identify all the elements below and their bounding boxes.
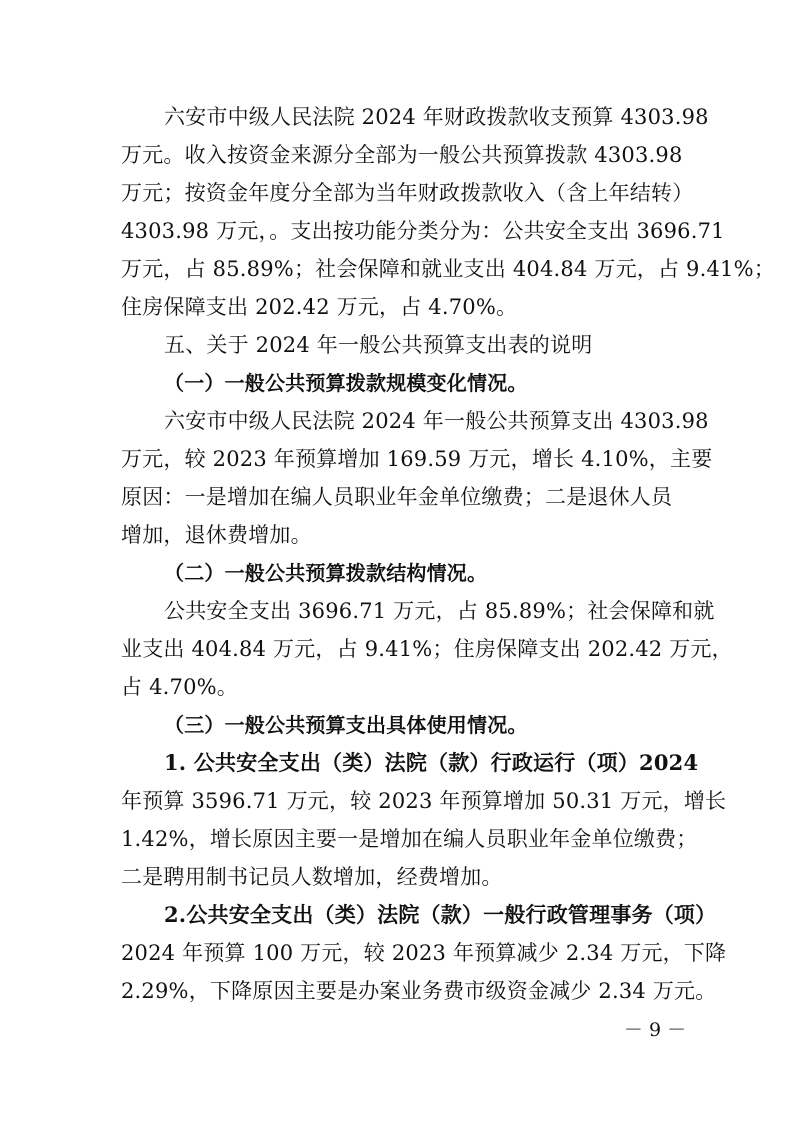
paragraph-line-10: 增加，退休费增加。 xyxy=(121,523,312,547)
paragraph-line-13: 占 4.70%。 xyxy=(121,675,238,699)
subsection-heading-2: （二）一般公共预算拨款结构情况。 xyxy=(164,561,488,585)
expenditure-item-1-heading: 1. 公共安全支出（类）法院（款）行政运行（项）2024 xyxy=(164,750,699,775)
subsection-heading-3: （三）一般公共预算支出具体使用情况。 xyxy=(164,713,528,737)
paragraph-line-6: 住房保障支出 202.42 万元，占 4.70%。 xyxy=(121,295,518,319)
paragraph-line-3: 万元；按资金年度分全部为当年财政拨款收入（含上年结转） xyxy=(121,181,694,205)
expenditure-item-2-heading: 2.公共安全支出（类）法院（款）一般行政管理事务（项） xyxy=(164,902,717,927)
page-number: － 9 － xyxy=(623,1019,687,1041)
paragraph-line-17: 2024 年预算 100 万元，较 2023 年预算减少 2.34 万元，下降 xyxy=(121,941,727,965)
paragraph-line-15: 1.42%，增长原因主要一是增加在编人员职业年金单位缴费； xyxy=(121,827,698,851)
paragraph-line-16: 二是聘用制书记员人数增加，经费增加。 xyxy=(121,865,503,889)
paragraph-line-18: 2.29%，下降原因主要是办案业务费市级资金减少 2.34 万元。 xyxy=(121,979,717,1003)
paragraph-line-2: 万元。收入按资金来源分全部为一般公共预算拨款 4303.98 xyxy=(121,143,683,167)
subsection-heading-1: （一）一般公共预算拨款规模变化情况。 xyxy=(164,371,528,395)
paragraph-line-14: 年预算 3596.71 万元，较 2023 年预算增加 50.31 万元，增长 xyxy=(121,789,727,813)
paragraph-line-7: 六安市中级人民法院 2024 年一般公共预算支出 4303.98 xyxy=(164,409,709,433)
paragraph-line-12: 业支出 404.84 万元，占 9.41%；住房保障支出 202.42 万元， xyxy=(121,637,733,661)
paragraph-line-5: 万元，占 85.89%；社会保障和就业支出 404.84 万元，占 9.41%； xyxy=(121,257,775,281)
section-heading: 五、关于 2024 年一般公共预算支出表的说明 xyxy=(164,333,593,357)
paragraph-line-1: 六安市中级人民法院 2024 年财政拨款收支预算 4303.98 xyxy=(164,105,709,129)
paragraph-line-9: 原因：一是增加在编人员职业年金单位缴费；二是退休人员 xyxy=(121,485,673,509)
paragraph-line-8: 万元，较 2023 年预算增加 169.59 万元，增长 4.10%，主要 xyxy=(121,447,713,471)
paragraph-line-4: 4303.98 万元，。支出按功能分类分为：公共安全支出 3696.71 xyxy=(121,219,725,243)
paragraph-line-11: 公共安全支出 3696.71 万元，占 85.89%；社会保障和就 xyxy=(164,599,715,623)
